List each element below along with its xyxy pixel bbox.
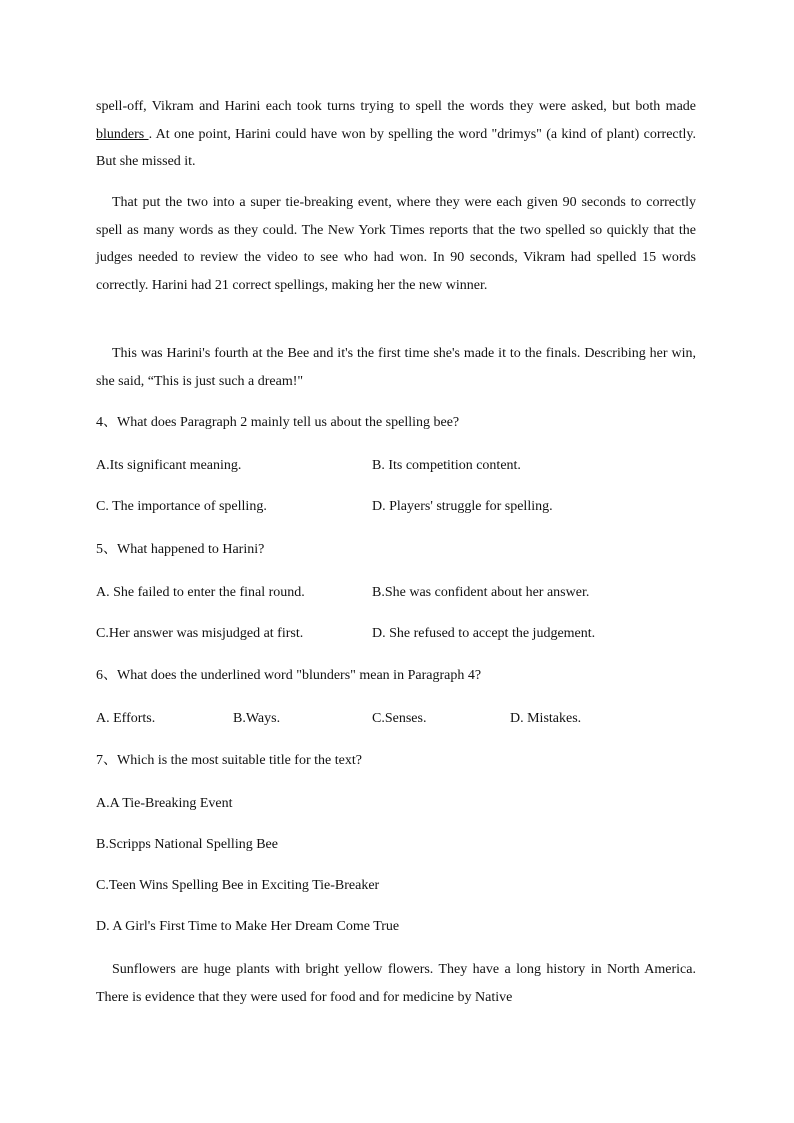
paragraph-text: Sunflowers are huge plants with bright yellow flowers. They have a long history in North America. There is evidence that they were used for food and for medicine by Native [96, 962, 696, 1005]
question-4-option-c[interactable]: C. The importance of spelling. [96, 499, 267, 514]
paragraph-text: . At one point, Harini could have won by spelling the word "drimys" (a kind of plant) correctly. But she missed it. [96, 126, 696, 169]
passage-paragraph-sunflowers [96, 956, 696, 1011]
question-5-stem: 5、What happened to Harini? [96, 542, 265, 557]
question-7-option-b[interactable]: B.Scripps National Spelling Bee [96, 837, 278, 852]
underlined-word-blunders: blunders [96, 126, 149, 142]
question-6-option-a[interactable]: A. Efforts. [96, 711, 156, 726]
question-4-option-d[interactable]: D. Players' struggle for spelling. [372, 499, 553, 514]
question-5-option-c[interactable]: C.Her answer was misjudged at first. [96, 626, 304, 641]
question-6-stem: 6、What does the underlined word "blunders" mean in Paragraph 4? [96, 668, 482, 683]
passage-paragraph-spell-off [96, 93, 696, 176]
passage-paragraph-tie-breaking [96, 189, 696, 299]
question-4-stem: 4、What does Paragraph 2 mainly tell us about the spelling bee? [96, 415, 460, 430]
passage-paragraph-dream [96, 340, 696, 395]
question-4-option-a[interactable]: A.Its significant meaning. [96, 458, 242, 473]
question-5-option-b[interactable]: B.She was confident about her answer. [372, 585, 590, 600]
question-6-option-c[interactable]: C.Senses. [372, 711, 427, 726]
question-7-option-d[interactable]: D. A Girl's First Time to Make Her Dream Come True [96, 919, 400, 934]
question-7-stem: 7、Which is the most suitable title for the text? [96, 753, 362, 768]
question-5-option-a[interactable]: A. She failed to enter the final round. [96, 585, 305, 600]
question-7-option-a[interactable]: A.A Tie-Breaking Event [96, 796, 233, 811]
question-6-option-d[interactable]: D. Mistakes. [510, 711, 582, 726]
question-5-option-d[interactable]: D. She refused to accept the judgement. [372, 626, 596, 641]
question-7-option-c[interactable]: C.Teen Wins Spelling Bee in Exciting Tie-Breaker [96, 878, 380, 893]
question-4-option-b[interactable]: B. Its competition content. [372, 458, 521, 473]
paragraph-text: That put the two into a super tie-breaking event, where they were each given 90 seconds to correctly spell as many words as they could. The New York Times reports that the two spelled so quickly that the judges needed to review the video to see who had won. In 90 seconds, Vikram had spelled 15 words correctly. Harini had 21 correct spellings, making her the new winner. [96, 195, 696, 293]
question-6-option-b[interactable]: B.Ways. [233, 711, 281, 726]
paragraph-text: spell-off, Vikram and Harini each took turns trying to spell the words they were asked, but both made [96, 99, 696, 114]
paragraph-text: This was Harini's fourth at the Bee and it's the first time she's made it to the finals. Describing her win, she said, “This is just such a dream!" [96, 346, 696, 389]
